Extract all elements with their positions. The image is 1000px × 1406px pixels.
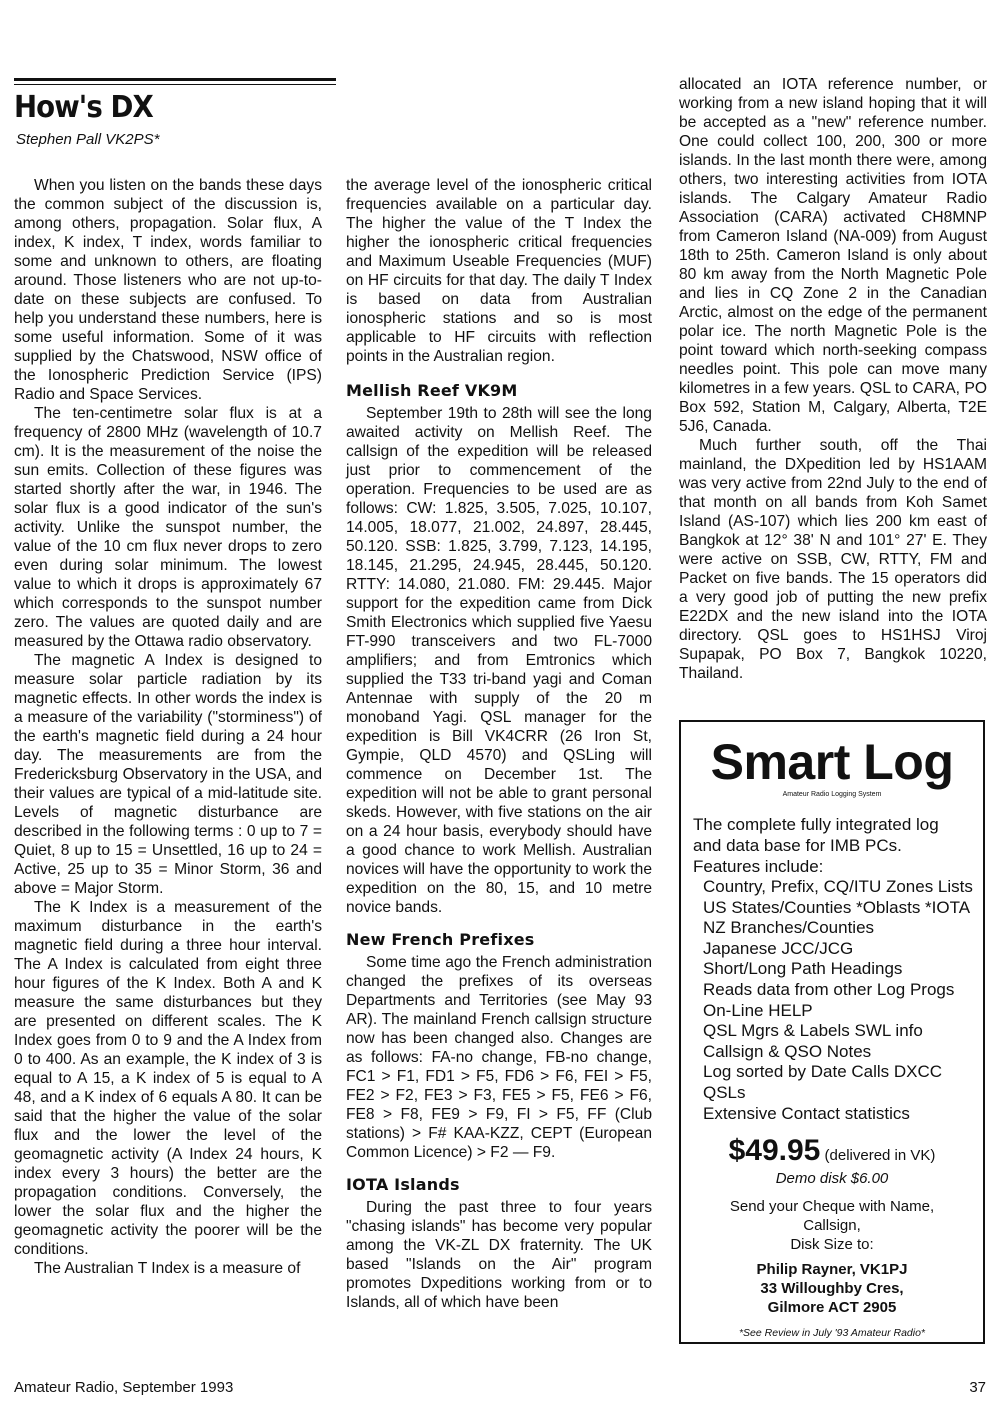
paragraph: Much further south, off the Thai mainland, the DXpedition led by HS1AAM was very active from 22nd July to the end of that month on all bands from Koh Samet Island (AS-107) which lies 200 km east of Bangkok at 12° 38' N and 101° 27' E. They were active on SSB, CW, RTTY, FM and Packet on five bands. The 15 operators did a very good job of putting the new prefix E22DX and the new island into the IOTA directory. QSL goes to HS1HSJ Viroj Supapak, PO Box 7, Bangkok 10220, Thailand. bbox=[679, 437, 987, 682]
title-rule-heavy bbox=[14, 78, 336, 81]
paragraph: The magnetic A Index is designed to measure solar particle radiation by its magnetic effects. In other words the index is a measure of the variability ("storminess") of the earth's magnetic field during a 24 hour day. The measurements are from the Fredericksburg Observatory in the USA, and their values are typical of a mid-latitude site. Levels of magnetic disturbance are described in the following terms : 0 up to 7 = Quiet, 8 up to 15 = Unsettled, 16 up to 24 = Active, 25 up to 35 = Minor Storm, 36 and above = Major Storm. bbox=[14, 652, 322, 897]
list-item: NZ Branches/Counties bbox=[703, 918, 875, 938]
ad-send-line: Disk Size to: bbox=[790, 1236, 874, 1254]
ad-send-line: Send your Cheque with Name, bbox=[729, 1198, 935, 1216]
list-item: Country, Prefix, CQ/ITU Zones Lists bbox=[703, 877, 973, 896]
list-item: US States/Counties *Oblasts *IOTA bbox=[703, 897, 971, 917]
list-item: QSL Mgrs & Labels SWL info bbox=[703, 1021, 923, 1041]
ad-price: $49.95 bbox=[728, 1134, 821, 1168]
list-item: Log sorted by Date Calls DXCC bbox=[703, 1062, 943, 1082]
ad-intro-line: The complete fully integrated log bbox=[693, 815, 939, 834]
smart-log-advertisement bbox=[679, 720, 985, 1344]
ad-intro bbox=[693, 814, 983, 877]
ad-feature-list bbox=[703, 877, 983, 1124]
list-item: Extensive Contact statistics bbox=[703, 1103, 910, 1123]
article-title: How's DX bbox=[14, 90, 153, 125]
list-item: Japanese JCC/JCG bbox=[703, 938, 854, 958]
list-item: Callsign & QSO Notes bbox=[703, 1041, 872, 1061]
paragraph: The K Index is a measurement of the maximum disturbance in the earth's magnetic field during a three hour interval. The A Index is calculated from eight three hour figures of the K Index. Both A and K measure the same disturbances but they are presented on different scales. The K Index goes from 0 to 9 and the A Index from 0 to 400. As an example, the K index of 3 is equal to A 15, a K index of 5 is equal to A 48, and a K index of 6 equals A 80. It can be said that the higher the value of the solar flux and the lower the level of the geomagnetic activity (A Index 24 hours, K index every 3 hours) the better are the propagation conditions. Conversely, the lower the solar flux and the higher the geomagnetic activity the poorer will be the conditions. bbox=[14, 899, 322, 1258]
ad-contact-city: Gilmore ACT 2905 bbox=[767, 1299, 897, 1317]
ad-review-note: *See Review in July '93 Amateur Radio* bbox=[738, 1327, 926, 1340]
paragraph: During the past three to four years "chasing islands" has become very popular among the VK-ZL DX fraternity. The UK based "Islands on the Air" program promotes Dxpeditions working from or to Islands, all of which have been bbox=[346, 1199, 652, 1311]
ad-title: Smart Log bbox=[710, 734, 954, 790]
ad-contact-street: 33 Willoughby Cres, bbox=[760, 1280, 904, 1298]
ad-order-instructions bbox=[681, 1197, 983, 1254]
title-rule-light bbox=[14, 84, 336, 85]
column-1 bbox=[14, 176, 322, 1278]
ad-intro-line: and data base for IMB PCs. bbox=[693, 836, 902, 855]
section-heading-iota-islands: IOTA Islands bbox=[346, 1175, 460, 1194]
list-item: QSLs bbox=[703, 1082, 746, 1102]
ad-price-note: (delivered in VK) bbox=[824, 1147, 936, 1165]
ad-intro-line: Features include: bbox=[693, 857, 824, 876]
paragraph: September 19th to 28th will see the long awaited activity on Mellish Reef. The callsign of the expedition will be released just prior to commencement of the operation. Frequencies to be used are as follows: CW: 1.825, 3.505, 7.025, 10.107, 14.005, 18.077, 21.002, 24.897, 28.445, 50.120. SSB: 1.825, 3.799, 7.123, 14.195, 18.145, 21.295, 24.945, 28.445, 50.120. RTTY: 14.080, 21.080. FM: 29.445. Major support for the expedition came from Dick Smith Electronics which supplied five Yaesu FT-990 transceivers and two FL-7000 amplifiers; and from Emtronics which supplied the T33 tri-band yagi and Coman Antennae with supply of the 20 m monoband Yagi. QSL manager for the expedition is Bill VK4CRR (26 Iron St, Gympie, QLD 4570) and QSLing will commence on December 1st. The expedition will not be able to grant personal skeds. However, with five stations on the air on a 24 hour basis, everybody should have a good chance to work Mellish. Australian novices will have the opportunity to work the expedition on the 80, 15, and 10 metre novice bands. bbox=[346, 405, 652, 916]
paragraph: allocated an IOTA reference number, or working from a new island hoping that it will be accepted as a "new" reference number. One could collect 100, 200, 300 or more islands. In the last month there were, among others, two interesting activities from IOTA islands. The Calgary Amateur Radio Association (CARA) activated CH8MNP from Cameron Island (NA-009) from August 18th to 25th. Cameron Island is only about 80 km away from the North Magnetic Pole and lies in CQ Zone 2 in the Canadian Arctic, almost on the edge of the permanent polar ice. The north Magnetic Pole is the point toward which north-seeking compass needles point. This pole can move many kilometres in a few years. QSL to CARA, PO Box 592, Station M, Calgary, Alberta, T2E 5J6, Canada. bbox=[679, 76, 987, 435]
paragraph: Some time ago the French administration changed the prefixes of its overseas Departments and Territories (see May 93 AR). The mainland French callsign structure now has been changed also. Changes are as follows: FA-no change, FB-no change, FC1 > F1, FD1 > F5, FD6 > F6, FEI > F5, FE2 > F2, FE3 > F3, FE5 > F5, FE6 > F6, FE8 > F8, FE9 > F9, FI > F5, FF (Club stations) > F# KAA-KZZ, CEPT (European Common Licence) > F2 — F9. bbox=[346, 954, 652, 1161]
paragraph: The ten-centimetre solar flux is at a frequency of 2800 MHz (wavelength of 10.7 cm). It is the measurement of the noise the sun emits. Collection of these figures was started shortly after the war, in 1946. The solar flux is a good indicator of the sun's activity. Unlike the sunspot number, the value of the 10 cm flux never drops to zero even during solar minimum. The lowest value to which it drops is approximately 67 which corresponds to the sunspot number zero. The values are quoted daily and are measured by the Ottawa radio observatory. bbox=[14, 405, 322, 650]
section-heading-french-prefixes: New French Prefixes bbox=[346, 930, 535, 949]
ad-price-row bbox=[681, 1134, 983, 1168]
list-item: Short/Long Path Headings bbox=[703, 959, 903, 979]
ad-subtitle: Amateur Radio Logging System bbox=[782, 791, 882, 798]
paragraph: When you listen on the bands these days the common subject of the discussion is, among others, propagation. Solar flux, A index, K index, T index, words familiar to some and unknown to others, are floating around. Those listeners who are not up-to-date on these subjects are confused. To help you understand these numbers, here is some useful information. Some of it was supplied by the Chatswood, NSW office of the Ionospheric Prediction Service (IPS) Radio and Space Services. bbox=[14, 177, 322, 403]
ad-send-line: Callsign, bbox=[803, 1217, 861, 1235]
ad-contact-name: Philip Rayner, VK1PJ bbox=[756, 1261, 908, 1279]
paragraph: the average level of the ionospheric critical frequencies available on a particular day. The higher the value of the T Index the higher the ionospheric critical frequencies and Maximum Useable Frequencies (MUF) on HF circuits for that day. The daily T Index is based on data from Australian ionospheric stations and so is most applicable to HF circuits with reflection points in the Australian region. bbox=[346, 177, 652, 365]
footer-page-number: 37 bbox=[969, 1379, 986, 1396]
ad-demo-price: Demo disk $6.00 bbox=[775, 1170, 889, 1188]
paragraph: The Australian T Index is a measure of bbox=[34, 1260, 301, 1277]
column-3 bbox=[679, 75, 987, 683]
ad-contact-address bbox=[681, 1260, 983, 1317]
list-item: Reads data from other Log Progs bbox=[703, 979, 955, 999]
footer-publication: Amateur Radio, September 1993 bbox=[14, 1379, 234, 1396]
article-author: Stephen Pall VK2PS* bbox=[16, 131, 160, 148]
section-heading-mellish-reef: Mellish Reef VK9M bbox=[346, 381, 518, 400]
column-2 bbox=[346, 176, 652, 1312]
list-item: On-Line HELP bbox=[703, 1000, 813, 1020]
